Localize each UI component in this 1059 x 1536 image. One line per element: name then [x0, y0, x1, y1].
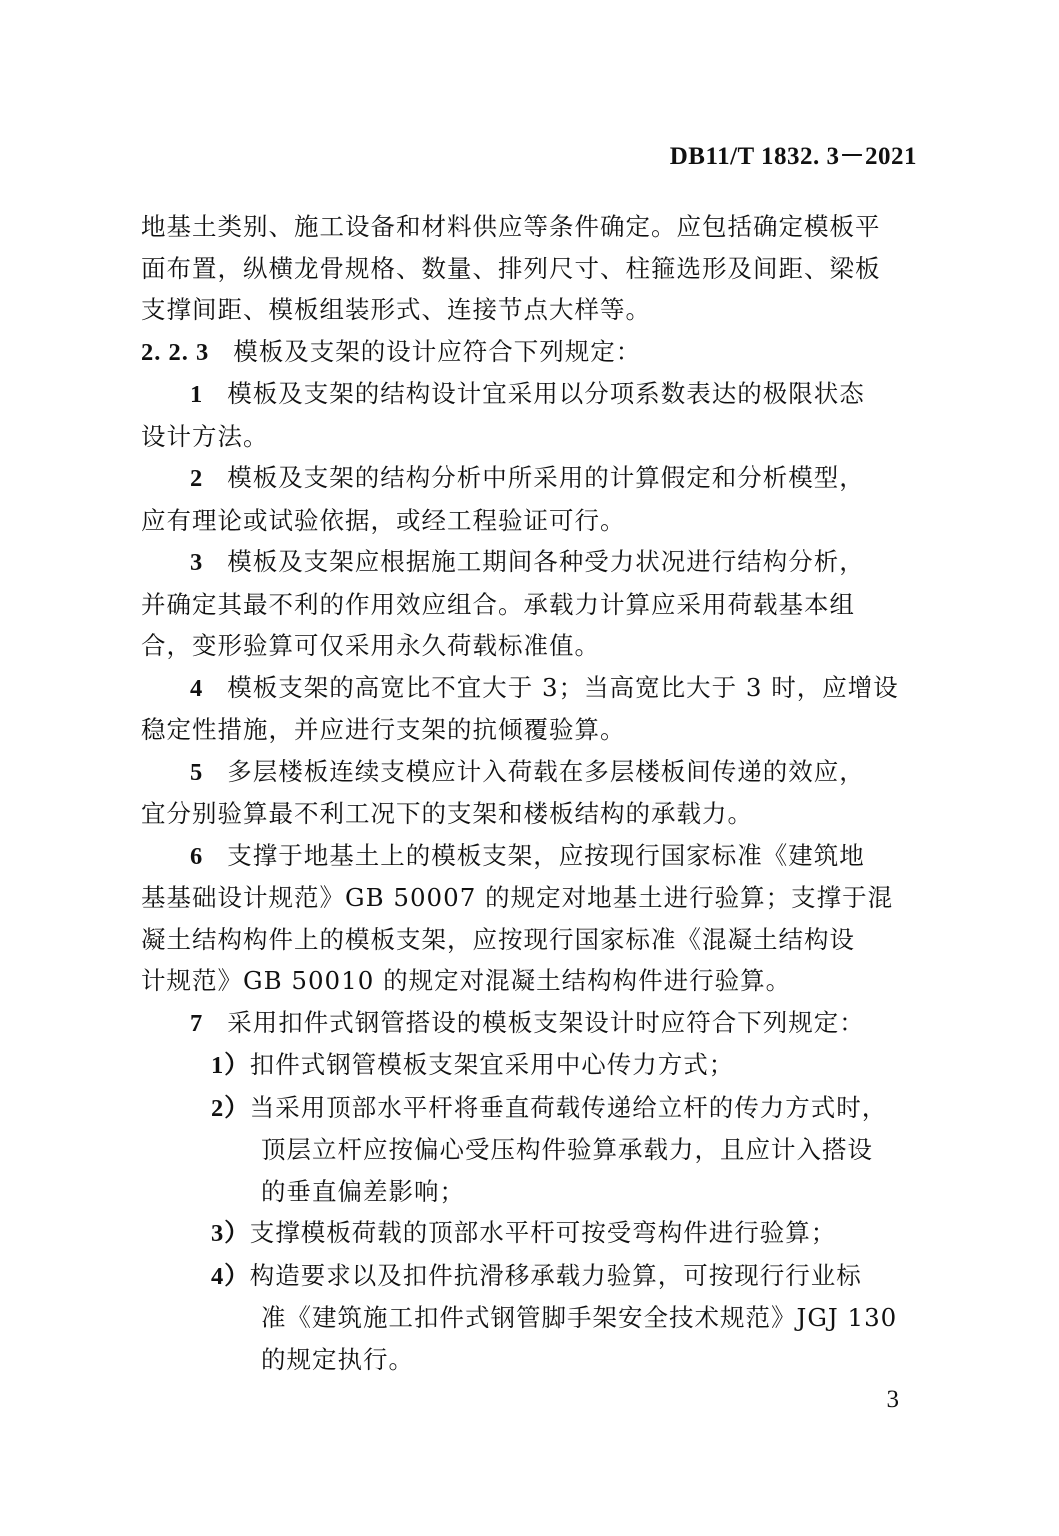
clause-number: 1 — [190, 381, 204, 408]
sub-item: 3）支撑模板荷载的顶部水平杆可按受弯构件进行验算； — [211, 1218, 837, 1247]
clause-continuation: 合，变形验算可仅采用永久荷载标准值。 — [141, 631, 600, 660]
intro-line: 地基土类别、施工设备和材料供应等条件确定。应包括确定模板平 — [141, 212, 881, 241]
clause-item: 4 模板支架的高宽比不宜大于 3；当高宽比大于 3 时，应增设 — [190, 672, 899, 702]
clause-item: 1 模板及支架的结构设计宜采用以分项系数表达的极限状态 — [190, 379, 865, 408]
sub-item-number: 4） — [211, 1262, 250, 1290]
sub-item: 1）扣件式钢管模板支架宜采用中心传力方式； — [211, 1050, 735, 1079]
clause-continuation: 稳定性措施，并应进行支架的抗倾覆验算。 — [141, 715, 626, 744]
sub-item: 4）构造要求以及扣件抗滑移承载力验算，可按现行行业标 — [211, 1260, 862, 1290]
sub-item-number: 1） — [211, 1052, 250, 1079]
intro-line: 支撑间距、模板组装形式、连接节点大样等。 — [141, 295, 651, 324]
section-heading — [141, 331, 918, 374]
page-number: 3 — [886, 1386, 899, 1413]
clause-item: 2 模板及支架的结构分析中所采用的计算假定和分析模型， — [190, 463, 865, 492]
clause-continuation: 凝土结构构件上的模板支架，应按现行国家标准《混凝土结构设 — [141, 924, 855, 954]
clause-continuation: 应有理论或试验依据，或经工程验证可行。 — [141, 505, 626, 535]
section-number: 2. 2. 3 — [141, 338, 210, 366]
sub-item-continuation: 的垂直偏差影响； — [261, 1176, 465, 1206]
sub-item: 2）当采用顶部水平杆将垂直荷载传递给立杆的传力方式时， — [211, 1092, 888, 1122]
clause-item: 5 多层楼板连续支模应计入荷载在多层楼板间传递的效应， — [190, 756, 865, 786]
clause-number: 3 — [190, 549, 204, 576]
clause-item: 3 模板及支架应根据施工期间各种受力状况进行结构分析， — [190, 547, 865, 576]
clause-continuation: 并确定其最不利的作用效应组合。承载力计算应采用荷载基本组 — [141, 589, 855, 619]
section-title: 模板及支架的设计应符合下列规定： — [233, 336, 642, 366]
clause-continuation: 宜分别验算最不利工况下的支架和楼板结构的承载力。 — [141, 799, 753, 828]
sub-item-continuation: 顶层立杆应按偏心受压构件验算承载力，且应计入搭设 — [261, 1135, 873, 1164]
clause-continuation: 计规范》GB 50010 的规定对混凝土结构构件进行验算。 — [141, 966, 792, 995]
sub-item-number: 3） — [211, 1220, 250, 1247]
document-code: DB11/T 1832. 3－2021 — [669, 143, 917, 170]
sub-item-continuation: 的规定执行。 — [261, 1344, 414, 1374]
clause-number: 4 — [190, 674, 204, 702]
sub-item-number: 2） — [211, 1094, 250, 1122]
clause-continuation: 基基础设计规范》GB 50007 的规定对地基土进行验算；支撑于混 — [141, 883, 894, 912]
clause-number: 7 — [190, 1009, 204, 1037]
clause-number: 2 — [190, 465, 204, 492]
body-text — [141, 206, 918, 1380]
intro-line: 面布置，纵横龙骨规格、数量、排列尺寸、柱箍选形及间距、梁板 — [141, 253, 881, 283]
clause-item: 6 支撑于地基土上的模板支架，应按现行国家标准《建筑地 — [190, 840, 865, 870]
clause-number: 5 — [190, 758, 204, 786]
clause-continuation: 设计方法。 — [141, 421, 269, 451]
clause-item: 7 采用扣件式钢管搭设的模板支架设计时应符合下列规定： — [190, 1007, 865, 1037]
clause-number: 6 — [190, 842, 204, 870]
sub-item-continuation: 准《建筑施工扣件式钢管脚手架安全技术规范》JGJ 130 — [261, 1303, 898, 1332]
